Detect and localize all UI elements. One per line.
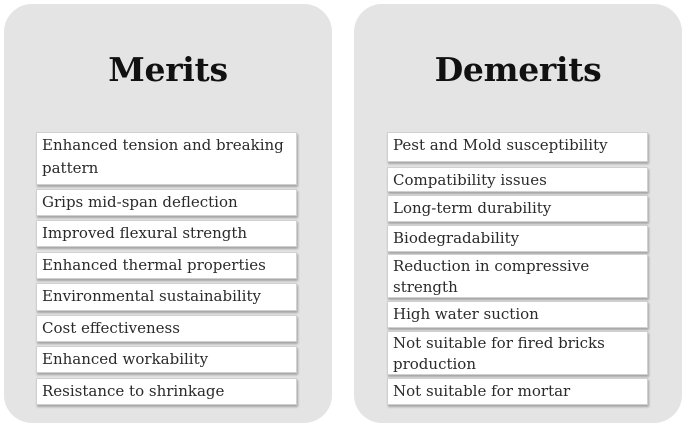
demerit-item: Biodegradability: [387, 225, 648, 252]
demerit-item: Not suitable for mortar: [387, 378, 648, 405]
merit-item: Grips mid-span deflection: [36, 189, 297, 216]
merits-panel: [4, 4, 332, 423]
demerits-panel: [354, 4, 682, 423]
demerit-item: Pest and Mold susceptibility: [387, 132, 648, 162]
demerit-item: Not suitable for fired bricks production: [387, 331, 648, 375]
demerit-item: Compatibility issues: [387, 167, 648, 192]
merits-title: Merits: [108, 50, 228, 89]
merit-item: Resistance to shrinkage: [36, 378, 297, 405]
merit-item: Enhanced tension and breaking pattern: [36, 132, 297, 185]
demerit-item: Reduction in compressive strength: [387, 254, 648, 298]
merit-item: Enhanced thermal properties: [36, 252, 297, 279]
merit-item: Environmental sustainability: [36, 283, 297, 311]
demerit-item: High water suction: [387, 301, 648, 328]
merit-item: Enhanced workability: [36, 346, 297, 373]
merit-item: Cost effectiveness: [36, 315, 297, 342]
merit-item: Improved flexural strength: [36, 220, 297, 247]
demerit-item: Long-term durability: [387, 195, 648, 222]
demerits-title: Demerits: [434, 50, 602, 89]
